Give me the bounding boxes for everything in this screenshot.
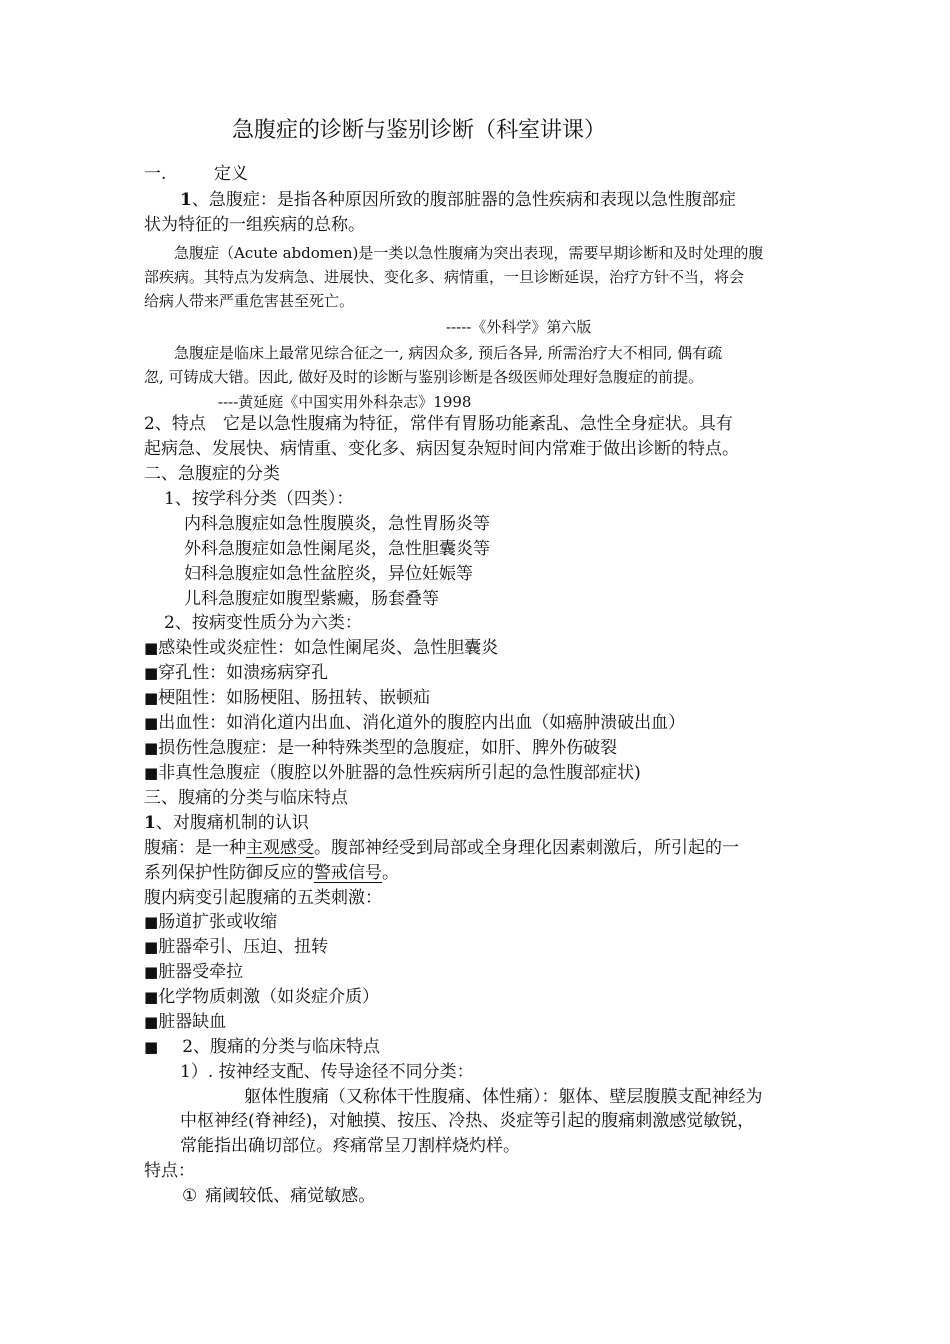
pain-classification-heading bbox=[144, 1039, 380, 1056]
bullet-icon: ■ bbox=[144, 739, 159, 757]
quote-1-source: -----《外科学》第六版 bbox=[446, 318, 592, 336]
mechanism-heading bbox=[144, 815, 309, 832]
stimulus-item-text: 化学物质刺激（如炎症介质） bbox=[158, 987, 380, 1007]
class-1-item: 内科急腹症如急性腹膜炎，急性胃肠炎等 bbox=[184, 514, 490, 534]
quote-2-line-2: 忽, 可铸成大错。因此, 做好及时的诊断与鉴别诊断是各级医师处理好急腹症的前提。 bbox=[144, 368, 704, 386]
pain-definition-line-1 bbox=[144, 840, 739, 857]
pain-definition-text: 。 bbox=[382, 863, 399, 883]
class-2-item bbox=[144, 740, 617, 757]
pain-definition-text: 腹痛：是一种 bbox=[144, 838, 246, 858]
definition-1-text: 、急腹症：是指各种原因所致的腹部脏器的急性疾病和表现以急性腹部症 bbox=[191, 190, 736, 210]
quote-1-line-3: 给病人带来严重危害甚至死亡。 bbox=[144, 292, 355, 310]
class-1-item: 外科急腹症如急性阑尾炎，急性胆囊炎等 bbox=[184, 539, 490, 559]
section-1-number: 一. bbox=[144, 164, 167, 184]
mechanism-number: 1 bbox=[144, 813, 156, 833]
stimulus-item bbox=[144, 1014, 226, 1031]
pain-classification-heading-text: 2、腹痛的分类与临床特点 bbox=[182, 1037, 381, 1057]
definition-1-number: 1 bbox=[180, 190, 192, 210]
quote-2-line-1: 急腹症是临床上最常见综合征之一, 病因众多, 预后各异, 所需治疗大不相同, 偶有疏 bbox=[174, 344, 723, 362]
feature-item bbox=[182, 1188, 375, 1205]
stimulus-item-text: 肠道扩张或收缩 bbox=[158, 912, 278, 932]
pain-definition-line-2 bbox=[144, 865, 399, 882]
definition-1-line-1 bbox=[180, 192, 736, 209]
class-2-item-text: 感染性或炎症性：如急性阑尾炎、急性胆囊炎 bbox=[158, 638, 499, 658]
stimulus-item-text: 脏器牵引、压迫、扭转 bbox=[158, 937, 329, 957]
pain-definition-text: 系列保护性防御反应的 bbox=[144, 863, 314, 883]
somatic-pain-line-3: 常能指出确切部位。疼痛常呈刀割样烧灼样。 bbox=[180, 1136, 520, 1156]
stimulus-item bbox=[144, 989, 379, 1006]
class-2-item-text: 出血性：如消化道内出血、消化道外的腹腔内出血（如癌肿溃破出血） bbox=[158, 713, 686, 733]
pain-definition-text: 。腹部神经受到局部或全身理化因素刺激后，所引起的一 bbox=[314, 838, 739, 858]
class-2-item bbox=[144, 640, 498, 657]
quote-1-line-2: 部疾病。其特点为发病急、进展快、变化多、病情重，一旦诊断延误，治疗方针不当，将会 bbox=[144, 268, 745, 286]
feature-item-text: 痛阈较低、痛觉敏感。 bbox=[205, 1186, 376, 1206]
class-2-item bbox=[144, 715, 685, 732]
circled-number-one: ① bbox=[182, 1186, 198, 1206]
underlined-term: 警戒信号 bbox=[314, 863, 382, 883]
stimulus-item-text: 脏器缺血 bbox=[158, 1012, 227, 1032]
class-2-item bbox=[144, 765, 641, 782]
page-title: 急腹症的诊断与鉴别诊断（科室讲课） bbox=[232, 118, 607, 143]
section-3-heading: 三、腹痛的分类与临床特点 bbox=[144, 788, 348, 808]
class-2-item-text: 梗阻性：如肠梗阻、肠扭转、嵌顿疝 bbox=[158, 688, 431, 708]
definition-2-line-2: 起病急、发展快、病情重、变化多、病因复杂短时间内常难于做出诊断的特点。 bbox=[144, 439, 739, 459]
features-heading: 特点： bbox=[144, 1161, 195, 1181]
mechanism-heading-text: 、对腹痛机制的认识 bbox=[155, 813, 309, 833]
class-2-item-text: 损伤性急腹症：是一种特殊类型的急腹症，如肝、脾外伤破裂 bbox=[158, 738, 618, 758]
bullet-icon: ■ bbox=[144, 913, 159, 931]
bullet-icon: ■ bbox=[144, 963, 159, 981]
class-2-item bbox=[144, 665, 328, 682]
definition-1-line-2: 状为特征的一组疾病的总称。 bbox=[144, 215, 365, 235]
class-1-item: 妇科急腹症如急性盆腔炎，异位妊娠等 bbox=[184, 564, 473, 584]
bullet-icon: ■ bbox=[144, 764, 159, 782]
bullet-icon: ■ bbox=[144, 664, 159, 682]
class-1-item: 儿科急腹症如腹型紫癜，肠套叠等 bbox=[184, 589, 439, 609]
section-1-label: 定义 bbox=[214, 164, 248, 184]
section-2-heading: 二、急腹症的分类 bbox=[144, 464, 280, 484]
underlined-term: 主观感受 bbox=[246, 838, 314, 858]
stimulus-item bbox=[144, 939, 328, 956]
stimulus-item bbox=[144, 964, 243, 981]
stimulus-heading: 腹内病变引起腹痛的五类刺激： bbox=[144, 888, 382, 908]
bullet-icon: ■ bbox=[144, 938, 159, 956]
bullet-icon: ■ bbox=[144, 714, 159, 732]
somatic-pain-line-2: 中枢神经(脊神经)，对触摸、按压、冷热、炎症等引起的腹痛刺激感觉敏锐， bbox=[180, 1111, 755, 1131]
bullet-icon: ■ bbox=[144, 988, 159, 1006]
class-2-heading: 2、按病变性质分为六类： bbox=[164, 613, 362, 633]
bullet-icon: ■ bbox=[144, 639, 159, 657]
quote-1-line-1: 急腹症（Acute abdomen)是一类以急性腹痛为突出表现，需要早期诊断和及时处理的腹 bbox=[174, 244, 764, 262]
somatic-pain-line-1: 躯体性腹痛（又称体干性腹痛、体性痛）：躯体、壁层腹膜支配神经为 bbox=[244, 1087, 763, 1107]
bullet-icon: ■ bbox=[144, 689, 159, 707]
pain-sub-heading: 1）. 按神经支配、传导途径不同分类： bbox=[180, 1062, 474, 1082]
class-1-heading: 1、按学科分类（四类）： bbox=[164, 489, 354, 509]
class-2-item-text: 非真性急腹症（腹腔以外脏器的急性疾病所引起的急性腹部症状) bbox=[158, 763, 641, 783]
class-2-item bbox=[144, 690, 430, 707]
bullet-icon: ■ bbox=[144, 1038, 159, 1056]
quote-2-source: ----黄延庭《中国实用外科杂志》1998 bbox=[218, 393, 472, 411]
class-2-item-text: 穿孔性：如溃疡病穿孔 bbox=[158, 663, 329, 683]
stimulus-item-text: 脏器受牵拉 bbox=[158, 962, 244, 982]
bullet-icon: ■ bbox=[144, 1013, 159, 1031]
definition-2-line-1: 2、特点 它是以急性腹痛为特征，常伴有胃肠功能紊乱、急性全身症状。具有 bbox=[144, 414, 733, 434]
stimulus-item bbox=[144, 914, 277, 931]
